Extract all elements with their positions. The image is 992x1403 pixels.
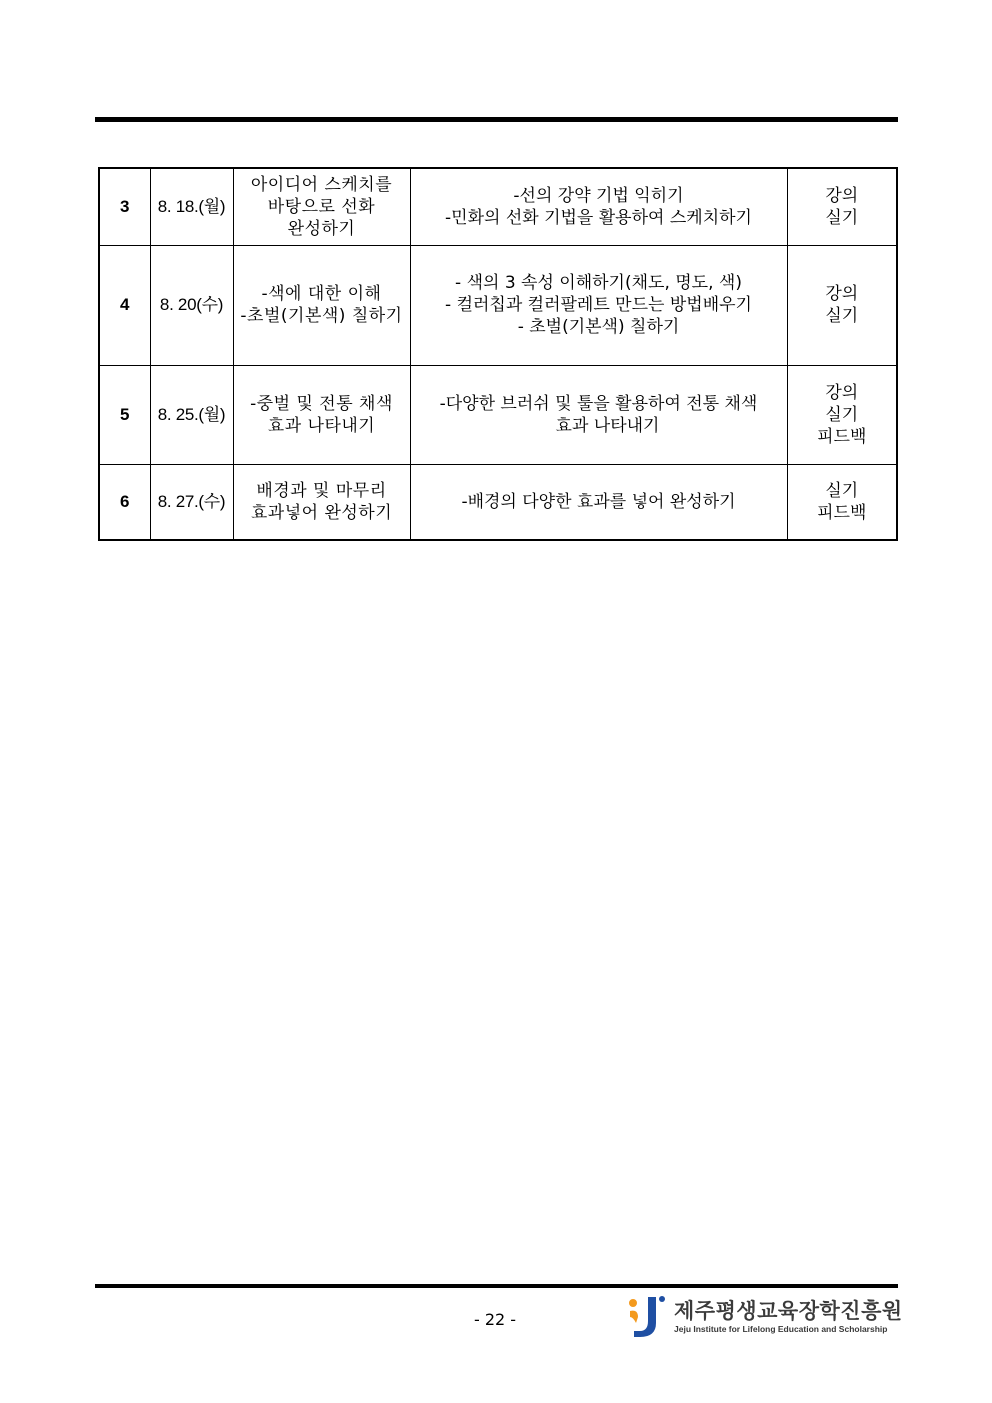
content-line: -선의 강약 기법 익히기	[513, 185, 684, 206]
content-line: - 색의 3 속성 이해하기(채도, 명도, 색)	[455, 273, 742, 293]
table-row	[99, 245, 897, 365]
session-number: 3	[99, 168, 150, 245]
session-method	[787, 168, 897, 245]
session-content	[410, 464, 787, 540]
institute-logo	[624, 1293, 903, 1339]
logo-mark-icon	[624, 1293, 668, 1339]
method-line: 강의	[825, 185, 859, 206]
session-content	[410, 168, 787, 245]
session-date: 8. 20(수)	[150, 245, 233, 365]
method-line: 강의	[825, 382, 859, 403]
session-number: 6	[99, 464, 150, 540]
session-topic	[233, 245, 410, 365]
method-line: 실기	[825, 306, 859, 326]
session-topic	[233, 464, 410, 540]
session-date: 8. 25.(월)	[150, 365, 233, 464]
table-row	[99, 168, 897, 245]
header-rule	[95, 117, 898, 122]
session-content	[410, 245, 787, 365]
method-line: 강의	[825, 284, 859, 304]
footer-rule	[95, 1284, 898, 1288]
topic-line: 효과 나타내기	[267, 415, 376, 436]
method-line: 피드백	[817, 426, 867, 447]
topic-line: 아이디어 스케치를	[250, 174, 393, 195]
method-line: 실기	[825, 404, 859, 425]
session-topic	[233, 365, 410, 464]
session-number: 5	[99, 365, 150, 464]
content-line: -배경의 다양한 효과를 넣어 완성하기	[461, 491, 736, 512]
method-line: 실기	[825, 480, 859, 501]
logo-subtitle: Jeju Institute for Lifelong Education and Scholarship	[674, 1324, 888, 1334]
session-number: 4	[99, 245, 150, 365]
session-date: 8. 18.(월)	[150, 168, 233, 245]
session-date: 8. 27.(수)	[150, 464, 233, 540]
session-method	[787, 464, 897, 540]
topic-line: -색에 대한 이해	[261, 284, 382, 304]
content-line: -다양한 브러쉬 및 툴을 활용하여 전통 채색	[439, 393, 758, 414]
session-method	[787, 245, 897, 365]
table-row	[99, 464, 897, 540]
page-number: - 22 -	[473, 1310, 517, 1329]
content-line: - 초벌(기본색) 칠하기	[517, 317, 680, 337]
method-line: 실기	[825, 207, 859, 228]
method-line: 피드백	[817, 502, 867, 523]
topic-line: 배경과 및 마무리	[256, 480, 387, 501]
logo-name: 제주평생교육장학진흥원	[674, 1299, 903, 1323]
session-topic	[233, 168, 410, 245]
topic-line: 완성하기	[287, 218, 356, 239]
content-line: 효과 나타내기	[555, 415, 660, 436]
session-method	[787, 365, 897, 464]
session-content	[410, 365, 787, 464]
content-line: - 컬러칩과 컬러팔레트 만드는 방법배우기	[445, 295, 752, 315]
topic-line: -초벌(기본색) 칠하기	[240, 306, 403, 326]
content-line: -민화의 선화 기법을 활용하여 스케치하기	[445, 207, 752, 228]
topic-line: 바탕으로 선화	[267, 196, 376, 217]
table-row	[99, 365, 897, 464]
schedule-table	[98, 167, 898, 541]
topic-line: -중벌 및 전통 채색	[250, 393, 393, 414]
topic-line: 효과넣어 완성하기	[250, 502, 393, 523]
